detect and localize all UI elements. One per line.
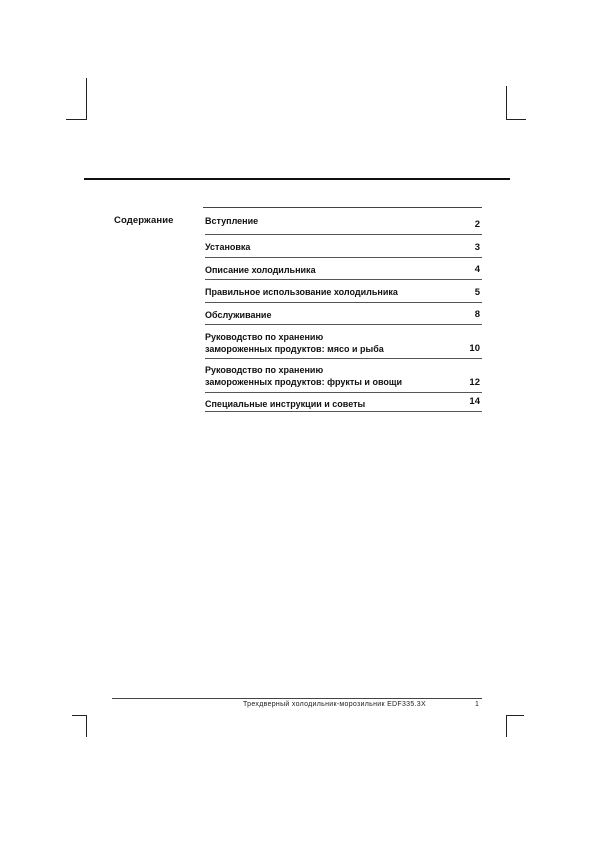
toc-entry-page: 3 [474, 242, 480, 253]
crop-mark-bottom-right-vertical [506, 715, 507, 737]
crop-mark-top-left-horizontal [66, 119, 86, 120]
crop-mark-top-left-vertical [86, 78, 87, 120]
toc-entry[interactable] [205, 303, 482, 325]
toc-entry[interactable] [205, 393, 482, 412]
toc-entry-title-line-1: Руководство по хранению [205, 365, 324, 375]
toc-entry-title-line-1: Руководство по хранению [205, 332, 324, 342]
toc-heading: Содержание [114, 215, 174, 226]
toc-entry-title: Вступление [205, 216, 259, 226]
footer-rule [112, 698, 482, 699]
table-of-contents [205, 208, 482, 412]
crop-mark-bottom-left-vertical [86, 715, 87, 737]
toc-entry[interactable] [205, 235, 482, 258]
toc-entry[interactable] [205, 208, 482, 235]
toc-entry[interactable] [205, 325, 482, 359]
toc-entry-title-line-2: замороженных продуктов: мясо и рыба [205, 344, 384, 354]
crop-mark-bottom-right-horizontal [506, 715, 524, 716]
toc-entry-page: 5 [474, 287, 480, 298]
crop-mark-top-right-horizontal [506, 119, 526, 120]
footer-title: Трехдверный холодильник-морозильник EDF335.3X [243, 701, 426, 708]
toc-entry-title: Обслуживание [205, 310, 272, 320]
toc-entry-title: Специальные инструкции и советы [205, 399, 366, 409]
toc-entry[interactable] [205, 280, 482, 303]
toc-entry-title-line-2: замороженных продуктов: фрукты и овощи [205, 377, 402, 387]
toc-entry-page: 4 [474, 264, 480, 275]
crop-mark-bottom-left-horizontal [72, 715, 86, 716]
toc-entry-page: 12 [469, 377, 480, 388]
toc-entry-page: 8 [474, 309, 480, 320]
crop-mark-top-right-vertical [506, 86, 507, 120]
header-rule [84, 178, 510, 180]
toc-entry-page: 14 [469, 396, 480, 407]
toc-entry-page: 10 [469, 343, 480, 354]
toc-entry[interactable] [205, 258, 482, 280]
toc-entry-page: 2 [474, 219, 480, 230]
toc-entry[interactable] [205, 359, 482, 393]
toc-entry-title: Установка [205, 242, 251, 252]
toc-entry-title: Описание холодильника [205, 265, 316, 275]
toc-entry-title: Правильное использование холодильника [205, 287, 398, 297]
footer-page-number: 1 [475, 701, 479, 708]
